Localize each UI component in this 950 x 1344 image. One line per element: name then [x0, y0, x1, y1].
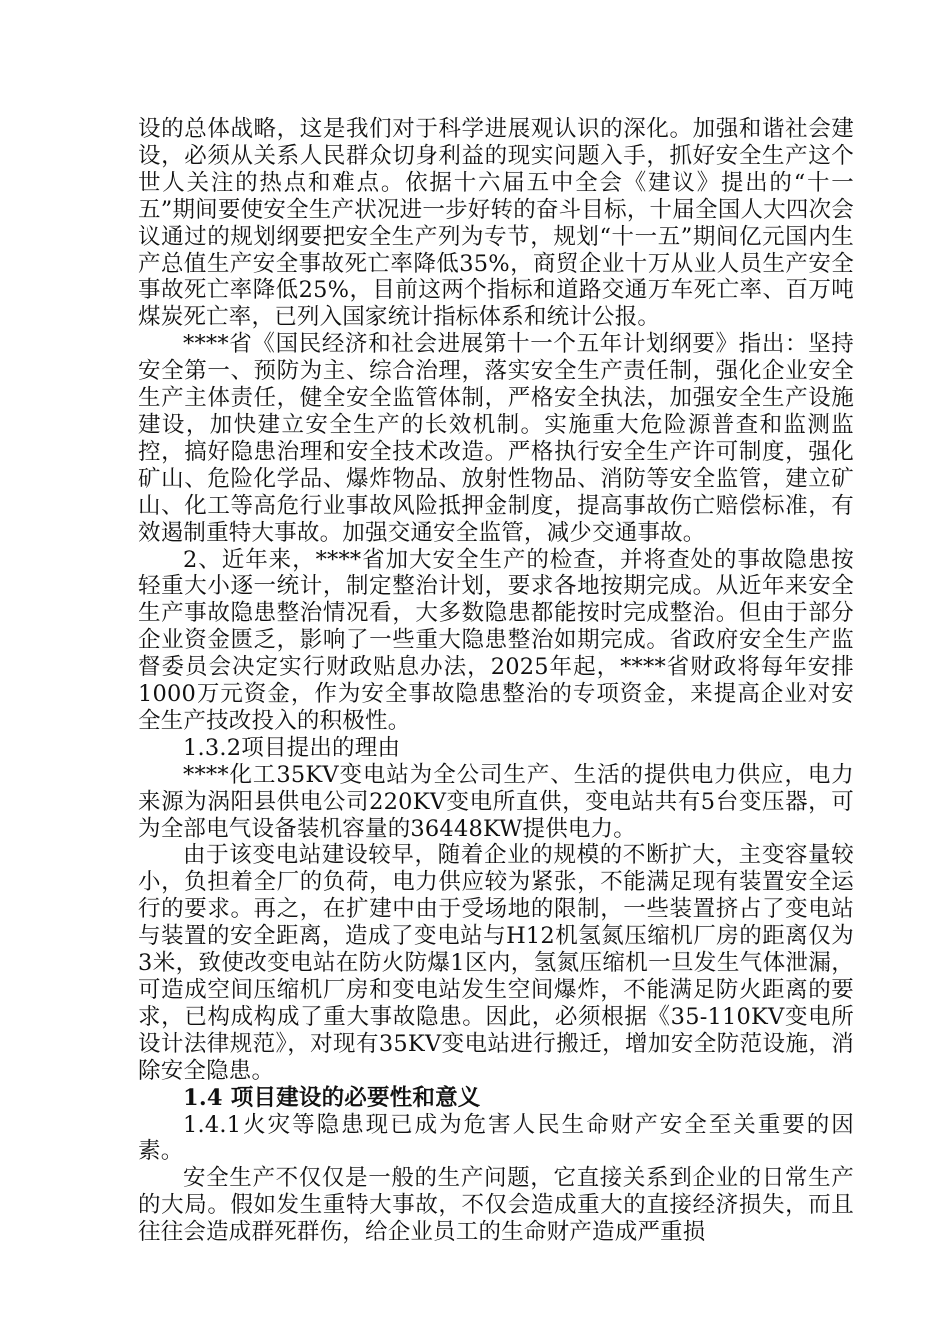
document-page: [138, 116, 854, 1246]
paragraph-hazard-rectification: 2、近年来，****省加大安全生产的检查，并将查处的事故隐患按轻重大小逐一统计，制定整治计划，要求各地按期完成。从近年来安全生产事故隐患整治情况看，大多数隐患都能按时完成整治。但由于部分企业资金匮乏，影响了一些重大隐患整治如期完成。省政府安全生产监督委员会决定实行财政贴息办法，2025年起，****省财政将每年安排1000万元资金，作为安全事故隐患整治的专项资金，来提高企业对安全生产技改投入的积极性。: [138, 546, 854, 734]
paragraph-substation-overview: ****化工35KV变电站为全公司生产、生活的提供电力供应，电力来源为涡阳县供电公司220KV变电所直供，变电站共有5台变压器，可为全部电气设备装机容量的36448KW提供电力。: [138, 761, 854, 842]
paragraph-strategy: 设的总体战略，这是我们对于科学进展观认识的深化。加强和谐社会建设，必须从关系人民群众切身利益的现实问题入手，抓好安全生产这个世人关注的热点和难点。依据十六届五中全会《建议》提出的“十一五”期间要使安全生产状况进一步好转的奋斗目标，十届全国人大四次会议通过的规划纲要把安全生产列为专节，规划“十一五”期间亿元国内生产总值生产安全事故死亡率降低35%，商贸企业十万从业人员生产安全事故死亡率降低25%，目前这两个指标和道路交通万车死亡率、百万吨煤炭死亡率，已列入国家统计指标体系和统计公报。: [138, 116, 854, 331]
paragraph-provincial-plan: ****省《国民经济和社会进展第十一个五年计划纲要》指出：坚持安全第一、预防为主、综合治理，落实安全生产责任制，强化企业安全生产主体责任，健全安全监管体制，严格安全执法，加强安全生产设施建设，加快建立安全生产的长效机制。实施重大危险源普查和监测监控，搞好隐患治理和安全技术改造。严格执行安全生产许可制度，强化矿山、危险化学品、爆炸物品、放射性物品、消防等安全监管，建立矿山、化工等高危行业事故风险抵押金制度，提高事故伤亡赔偿标准，有效遏制重特大事故。加强交通安全监管，减少交通事故。: [138, 331, 854, 546]
subheading-project-reason: 1.3.2项目提出的理由: [183, 734, 401, 761]
paragraph-safety-production: 安全生产不仅仅是一般的生产问题，它直接关系到企业的日常生产的大局。假如发生重特大事故，不仅会造成重大的直接经济损失，而且往往会造成群死群伤，给企业员工的生命财产造成严重损: [138, 1165, 854, 1246]
section-heading-necessity: 1.4 项目建设的必要性和意义: [183, 1084, 481, 1111]
paragraph-substation-hazard: 由于该变电站建设较早，随着企业的规模的不断扩大，主变容量较小，负担着全厂的负荷，电力供应较为紧张，不能满足现有装置安全运行的要求。再之，在扩建中由于受场地的限制，一些装置挤占了变电站与装置的安全距离，造成了变电站与H12机氢氮压缩机厂房的距离仅为3米，致使改变电站在防火防爆1区内，氢氮压缩机一旦发生气体泄漏，可造成空间压缩机厂房和变电站发生空间爆炸，不能满足防火距离的要求，已构成构成了重大事故隐患。因此，必须根据《35-110KV变电所设计法律规范》，对现有35KV变电站进行搬迁，增加安全防范设施，消除安全隐患。: [138, 842, 854, 1084]
subheading-fire-hazard: 1.4.1火灾等隐患现已成为危害人民生命财产安全至关重要的因素。: [138, 1111, 854, 1165]
